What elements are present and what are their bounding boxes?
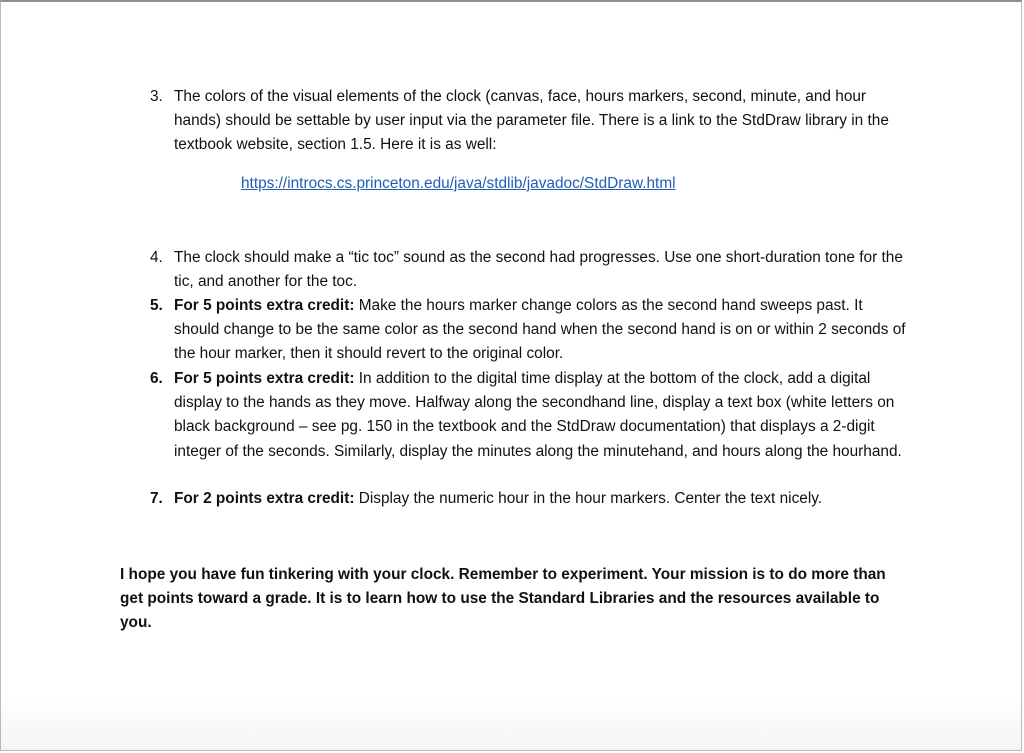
list-item-text	[174, 294, 910, 367]
list-item-text	[174, 487, 910, 511]
list-item-body: Make the hours marker change colors as the second hand sweeps past. It should change to be the same color as the second hand when the second hand is on or within 2 seconds of the hour marker, then it should revert to the original color.	[174, 297, 906, 363]
list-item-number: 5.	[150, 297, 163, 314]
list-item-4	[150, 246, 910, 294]
extra-credit-label: For 5 points extra credit:	[174, 297, 355, 314]
list-item-5	[150, 294, 910, 367]
list-item-number: 4.	[150, 249, 163, 266]
list-item-number: 7.	[150, 490, 163, 507]
closing-paragraph: I hope you have fun tinkering with your clock. Remember to experiment. Your mission is to do more than get points toward a grade. It is to learn how to use the Standard Libraries and the resources available to you.	[120, 566, 886, 632]
list-item-text	[174, 367, 910, 464]
list-item-number: 6.	[150, 370, 163, 387]
list-item-text: The clock should make a “tic toc” sound as the second had progresses. Use one short-duration tone for the tic, and another for the toc.	[174, 249, 903, 291]
list-item-body: Display the numeric hour in the hour markers. Center the text nicely.	[354, 490, 823, 507]
list-item-7	[150, 487, 910, 511]
extra-credit-label: For 2 points extra credit:	[174, 490, 355, 507]
stddraw-javadoc-link[interactable]: https://introcs.cs.princeton.edu/java/stdlib/javadoc/StdDraw.html	[241, 175, 676, 192]
extra-credit-label: For 5 points extra credit:	[174, 370, 355, 387]
list-item-body: In addition to the digital time display at the bottom of the clock, add a digital display to the hands as they move. Halfway along the secondhand line, display a text box (white letters on black background – see pg. 150 in the textbook and the StdDraw documentation) that displays a 2-digit integer of the seconds. Similarly, display the minutes along the minutehand, and hours along the hourhand.	[174, 370, 902, 460]
list-item-text: The colors of the visual elements of the clock (canvas, face, hours markers, second, minute, and hour hands) should be settable by user input via the parameter file. There is a link to the StdDraw library in the textbook website, section 1.5. Here it is as well:	[174, 88, 889, 154]
list-item-3	[150, 85, 910, 158]
list-item-6	[150, 367, 910, 464]
list-item-number: 3.	[150, 88, 163, 105]
